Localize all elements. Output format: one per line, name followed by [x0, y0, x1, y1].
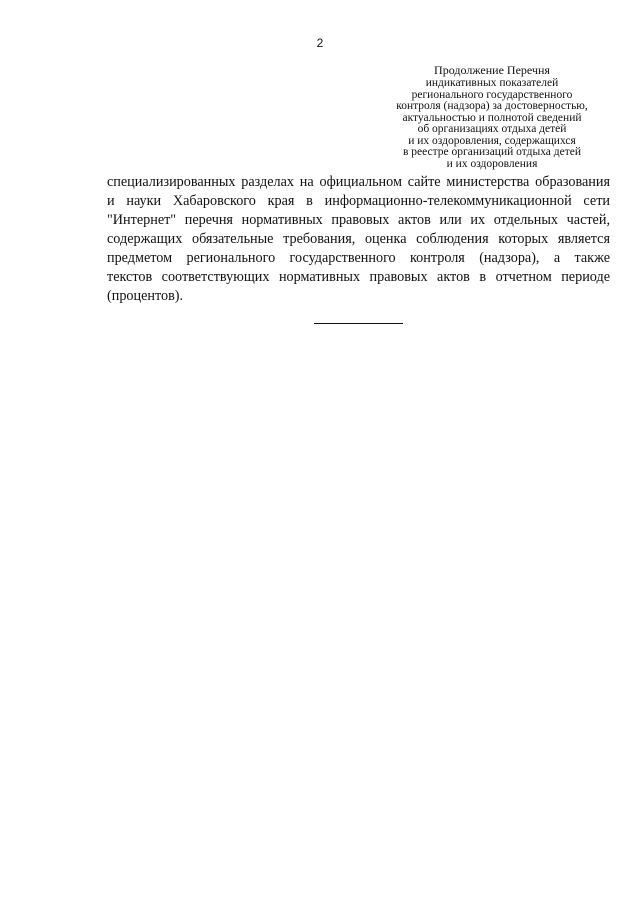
body-line: и науки Хабаровского края в информационно-телекоммуникационной сети	[107, 193, 610, 209]
header-title: Продолжение Перечня	[434, 63, 550, 77]
header-line: контроля (надзора) за достоверностью,	[396, 100, 588, 112]
header-line: и их оздоровления	[446, 157, 538, 170]
body-line: специализированных разделах на официальном сайте министерства образования	[107, 174, 610, 190]
end-separator-line	[314, 323, 403, 324]
body-line: предметом регионального государственного контроля (надзора), а также	[107, 250, 610, 266]
body-line: (процентов).	[107, 288, 184, 304]
header-line: актуальностью и полнотой сведений	[402, 111, 582, 124]
header-line: об организациях отдыха детей	[417, 123, 567, 135]
header-line: и их оздоровления, содержащихся	[408, 134, 576, 147]
page-number: 2	[316, 36, 324, 50]
header-line: в реестре организаций отдыха детей	[402, 146, 582, 158]
header-line: регионального государственного	[411, 88, 573, 101]
body-line: текстов соответствующих нормативных правовых актов в отчетном периоде	[107, 269, 610, 285]
header-line: индикативных показателей	[425, 77, 559, 89]
continuation-header	[378, 63, 606, 170]
body-line: содержащих обязательные требования, оценка соблюдения которых является	[107, 231, 610, 247]
body-line: "Интернет" перечня нормативных правовых актов или их отдельных частей,	[107, 212, 610, 228]
body-paragraph	[107, 173, 610, 306]
